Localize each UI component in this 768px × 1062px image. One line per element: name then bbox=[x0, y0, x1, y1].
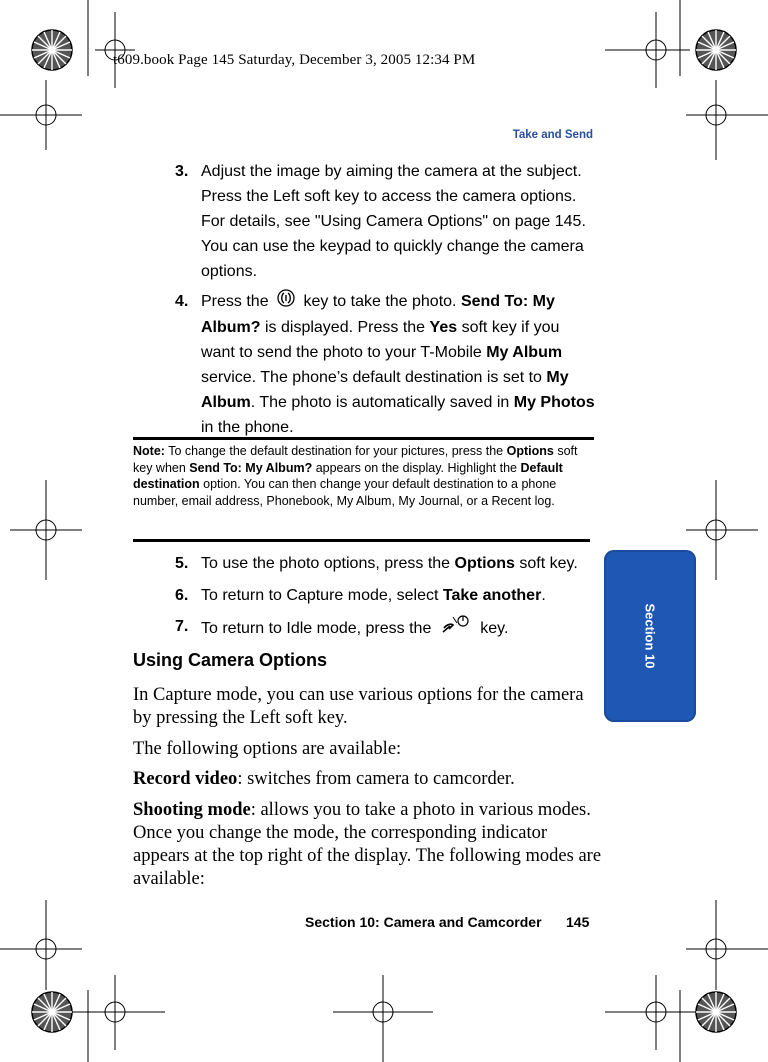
bold-term: Options bbox=[506, 444, 554, 458]
camera-key-icon bbox=[277, 289, 295, 315]
term: Shooting mode bbox=[133, 800, 251, 820]
step-text bbox=[201, 614, 595, 644]
text-run: To return to Idle mode, press the bbox=[201, 620, 432, 638]
text-run: service. The phone’s default destination is set to bbox=[201, 369, 542, 386]
text-run: is displayed. Press the bbox=[265, 319, 426, 336]
note-bottom-rule bbox=[133, 539, 590, 542]
running-head: Take and Send bbox=[512, 129, 593, 141]
step-text bbox=[201, 551, 595, 576]
bold-term: My Album bbox=[486, 344, 563, 361]
bold-term: Yes bbox=[429, 319, 458, 336]
end-key-icon bbox=[440, 614, 472, 644]
note-box bbox=[133, 443, 595, 509]
text-run: . bbox=[541, 587, 546, 604]
step-3 bbox=[175, 159, 595, 284]
bold-term: Default destination bbox=[133, 460, 563, 491]
section-tab-label: Section 10 bbox=[642, 603, 658, 669]
text-run: soft key if you want to send the photo to your T-Mobile bbox=[201, 319, 560, 361]
step-number: 5. bbox=[175, 555, 189, 572]
section-heading: Using Camera Options bbox=[133, 650, 328, 670]
step-number: 3. bbox=[175, 163, 189, 180]
paragraph-record-video bbox=[133, 768, 603, 791]
step-number: 4. bbox=[175, 293, 189, 310]
text-run: Press the bbox=[201, 293, 269, 311]
paragraph: In Capture mode, you can use various options for the camera by pressing the Left soft key. bbox=[133, 685, 584, 728]
text-run: : allows you to take a photo in various modes. Once you change the mode, the corresponding indicator appears at the top right of the display. The following modes are available: bbox=[133, 800, 602, 889]
bold-term: Send To: My Album? bbox=[189, 460, 313, 475]
step-text: Adjust the image by aiming the camera at the subject. Press the Left soft key to access the camera options. For details, see "Using Camera Options" on page 145. You can use the keypad to quickly change the camera options. bbox=[201, 163, 586, 280]
text-run: appears on the display. Highlight the bbox=[315, 460, 517, 475]
text-run: soft key when bbox=[133, 444, 578, 475]
step-7 bbox=[175, 614, 595, 644]
step-5 bbox=[175, 551, 595, 576]
step-number: 6. bbox=[175, 587, 189, 604]
text-run: in the phone. bbox=[201, 419, 294, 436]
bold-term: Send To: My Album? bbox=[201, 293, 555, 336]
bold-term: My Photos bbox=[513, 394, 595, 411]
text-run: key. bbox=[480, 620, 509, 638]
step-4 bbox=[175, 289, 595, 440]
text-run: option. You can then change your default destination to a phone number, email address, Phonebook, My Album, My Journal, or a Recent log. bbox=[133, 477, 557, 508]
text-run: To return to Capture mode, select bbox=[201, 587, 439, 604]
text-run: soft key. bbox=[519, 555, 578, 572]
step-text bbox=[201, 289, 595, 440]
paragraph-shooting-mode bbox=[133, 799, 603, 891]
note-top-rule bbox=[133, 437, 594, 440]
text-run: key to take the photo. bbox=[303, 293, 457, 311]
step-text bbox=[201, 583, 595, 608]
text-run: To change the default destination for your pictures, press the bbox=[168, 444, 504, 458]
text-run: To use the photo options, press the bbox=[201, 555, 451, 572]
footer-title: Section 10: Camera and Camcorder bbox=[305, 914, 542, 930]
step-6 bbox=[175, 583, 595, 608]
text-run: . The photo is automatically saved in bbox=[250, 394, 510, 411]
print-header: t609.book Page 145 Saturday, December 3, 2005 12:34 PM bbox=[113, 52, 476, 68]
section-tab bbox=[604, 550, 696, 722]
text-run: : switches from camera to camcorder. bbox=[237, 769, 515, 789]
note-label: Note: bbox=[133, 444, 165, 458]
bold-term: Options bbox=[454, 555, 515, 572]
bold-term: My Album bbox=[201, 369, 569, 411]
bold-term: Take another bbox=[442, 587, 542, 604]
step-number: 7. bbox=[175, 618, 189, 635]
term: Record video bbox=[133, 769, 238, 789]
paragraph: The following options are available: bbox=[133, 739, 402, 759]
page-number: 145 bbox=[566, 914, 590, 930]
